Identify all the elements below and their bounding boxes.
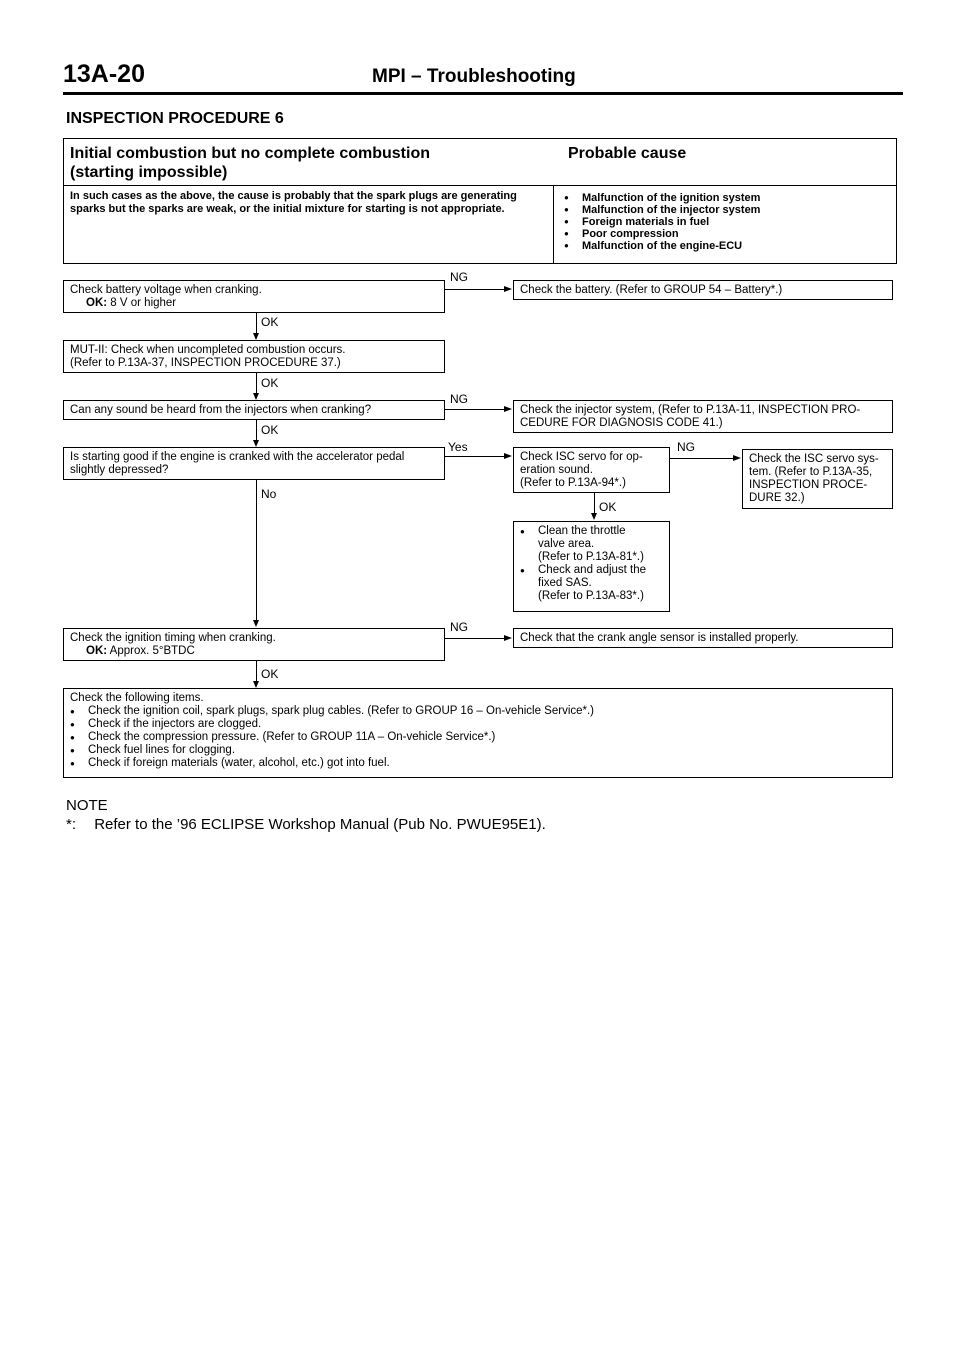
- probable-cause-title: Probable cause: [568, 145, 687, 162]
- battery-ng-box: [513, 280, 893, 300]
- note-marker: *:: [66, 816, 77, 833]
- throttle-line1: ● Clean the throttle: [538, 525, 626, 537]
- isc-check-line1: Check ISC servo for op-: [520, 451, 643, 463]
- final-check-item: ● Check if foreign materials (water, alcohol, etc.) got into fuel.: [70, 757, 886, 770]
- ok-label: OK:: [86, 645, 108, 657]
- isc-ng-box: [742, 449, 893, 509]
- arrow-right-icon: [733, 455, 741, 461]
- note-title: NOTE: [66, 797, 108, 814]
- yes-label: Yes: [448, 440, 468, 454]
- ng-label: NG: [450, 392, 468, 406]
- ignition-timing-box: [63, 628, 445, 661]
- cause-item: ● Malfunction of the injector system: [564, 204, 760, 216]
- final-check-box: [63, 688, 893, 778]
- isc-check-line3: (Refer to P.13A-94*.): [520, 477, 626, 489]
- connector: [256, 420, 257, 442]
- injector-ng-line2: CEDURE FOR DIAGNOSIS CODE 41.): [520, 417, 723, 429]
- arrow-down-icon: [253, 393, 259, 400]
- final-check-list: [70, 705, 886, 770]
- connector: [445, 638, 505, 639]
- symptom-title-line2: (starting impossible): [70, 164, 228, 181]
- ng-label: NG: [450, 620, 468, 634]
- final-check-item: ● Check if the injectors are clogged.: [70, 718, 886, 731]
- throttle-item: [520, 525, 663, 564]
- connector: [445, 456, 505, 457]
- isc-ng-line3: INSPECTION PROCE-: [749, 479, 868, 491]
- ignition-ok-line: [70, 645, 438, 658]
- note-text: Refer to the ’96 ECLIPSE Workshop Manual (Pub No. PWUE95E1).: [94, 816, 546, 833]
- summary-table: [63, 138, 897, 264]
- ok-label: OK: [261, 376, 279, 390]
- connector: [256, 373, 257, 395]
- summary-divider-h: [64, 185, 896, 186]
- final-check-title: Check the following items.: [70, 692, 204, 704]
- sas-item: [520, 564, 663, 603]
- summary-divider-v: [553, 185, 554, 264]
- arrow-down-icon: [253, 620, 259, 627]
- crank-sensor-text: Check that the crank angle sensor is installed properly.: [520, 632, 799, 644]
- arrow-down-icon: [591, 513, 597, 520]
- arrow-down-icon: [253, 440, 259, 447]
- arrow-right-icon: [504, 453, 512, 459]
- ng-label: NG: [677, 440, 695, 454]
- ok-label: OK:: [86, 297, 108, 309]
- throttle-sas-list: [520, 525, 663, 603]
- page-number: 13A-20: [63, 60, 145, 88]
- final-check-item: ● Check the compression pressure. (Refer to GROUP 11A – On-vehicle Service*.): [70, 731, 886, 744]
- connector: [256, 661, 257, 683]
- ok-label: OK: [261, 315, 279, 329]
- ok-label: OK: [599, 500, 617, 514]
- cause-item: ● Foreign materials in fuel: [564, 216, 760, 228]
- accelerator-check-line1: Is starting good if the engine is cranked with the accelerator pedal: [70, 451, 405, 463]
- battery-ng-text: Check the battery. (Refer to GROUP 54 – Battery*.): [520, 284, 783, 296]
- mut-check-line2: (Refer to P.13A-37, INSPECTION PROCEDURE 37.): [70, 357, 341, 369]
- connector: [445, 409, 505, 410]
- mut-check-box: [63, 340, 445, 373]
- header-rule: [63, 92, 903, 95]
- note-body: [66, 816, 546, 833]
- arrow-down-icon: [253, 681, 259, 688]
- page-title: MPI – Troubleshooting: [372, 66, 576, 87]
- arrow-right-icon: [504, 635, 512, 641]
- injector-ng-line1: Check the injector system, (Refer to P.13A-11, INSPECTION PRO-: [520, 404, 861, 416]
- battery-check-text: Check battery voltage when cranking.: [70, 284, 262, 296]
- symptom-description: In such cases as the above, the cause is probably that the spark plugs are generating sparks but the sparks are weak, or the initial mixture for starting is not appropriate.: [70, 190, 517, 215]
- final-check-item: ● Check fuel lines for clogging.: [70, 744, 886, 757]
- isc-check-box: [513, 447, 670, 493]
- final-check-item: ● Check the ignition coil, spark plugs, spark plug cables. (Refer to GROUP 16 – On-vehicle Service*.): [70, 705, 886, 718]
- injector-sound-box: [63, 400, 445, 420]
- cause-item: ● Poor compression: [564, 228, 760, 240]
- sas-line3: (Refer to P.13A-83*.): [538, 590, 644, 602]
- connector: [594, 493, 595, 515]
- mut-check-line1: MUT-II: Check when uncompleted combustion occurs.: [70, 344, 346, 356]
- throttle-sas-box: [513, 521, 670, 612]
- connector: [256, 480, 257, 622]
- battery-ok-line: [70, 297, 438, 310]
- symptom-title: [70, 144, 430, 182]
- isc-check-line2: eration sound.: [520, 464, 593, 476]
- isc-ng-line4: DURE 32.): [749, 492, 805, 504]
- injector-sound-text: Can any sound be heard from the injectors when cranking?: [70, 404, 372, 416]
- ignition-ok-value: Approx. 5°BTDC: [109, 645, 195, 657]
- isc-ng-line2: tem. (Refer to P.13A-35,: [749, 466, 873, 478]
- cause-item: ● Malfunction of the engine-ECU: [564, 240, 760, 252]
- connector: [445, 289, 505, 290]
- arrow-down-icon: [253, 333, 259, 340]
- crank-sensor-box: [513, 628, 893, 648]
- cause-item: ● Malfunction of the ignition system: [564, 192, 760, 204]
- throttle-line2: valve area.: [538, 538, 595, 550]
- sas-line2: fixed SAS.: [538, 577, 592, 589]
- procedure-title: INSPECTION PROCEDURE 6: [66, 110, 284, 127]
- battery-ok-value: 8 V or higher: [110, 297, 177, 309]
- ok-label: OK: [261, 423, 279, 437]
- isc-ng-line1: Check the ISC servo sys-: [749, 453, 879, 465]
- accelerator-check-line2: slightly depressed?: [70, 464, 169, 476]
- injector-ng-box: [513, 400, 893, 433]
- throttle-line3: (Refer to P.13A-81*.): [538, 551, 644, 563]
- ok-label: OK: [261, 667, 279, 681]
- arrow-right-icon: [504, 286, 512, 292]
- battery-check-box: [63, 280, 445, 313]
- connector: [256, 313, 257, 335]
- arrow-right-icon: [504, 406, 512, 412]
- ng-label: NG: [450, 270, 468, 284]
- ignition-timing-text: Check the ignition timing when cranking.: [70, 632, 276, 644]
- sas-line1: ● Check and adjust the: [538, 564, 647, 576]
- connector: [670, 458, 734, 459]
- no-label: No: [261, 487, 277, 501]
- cause-list: [564, 192, 760, 252]
- accelerator-check-box: [63, 447, 445, 480]
- symptom-title-line1: Initial combustion but no complete combustion: [70, 145, 430, 162]
